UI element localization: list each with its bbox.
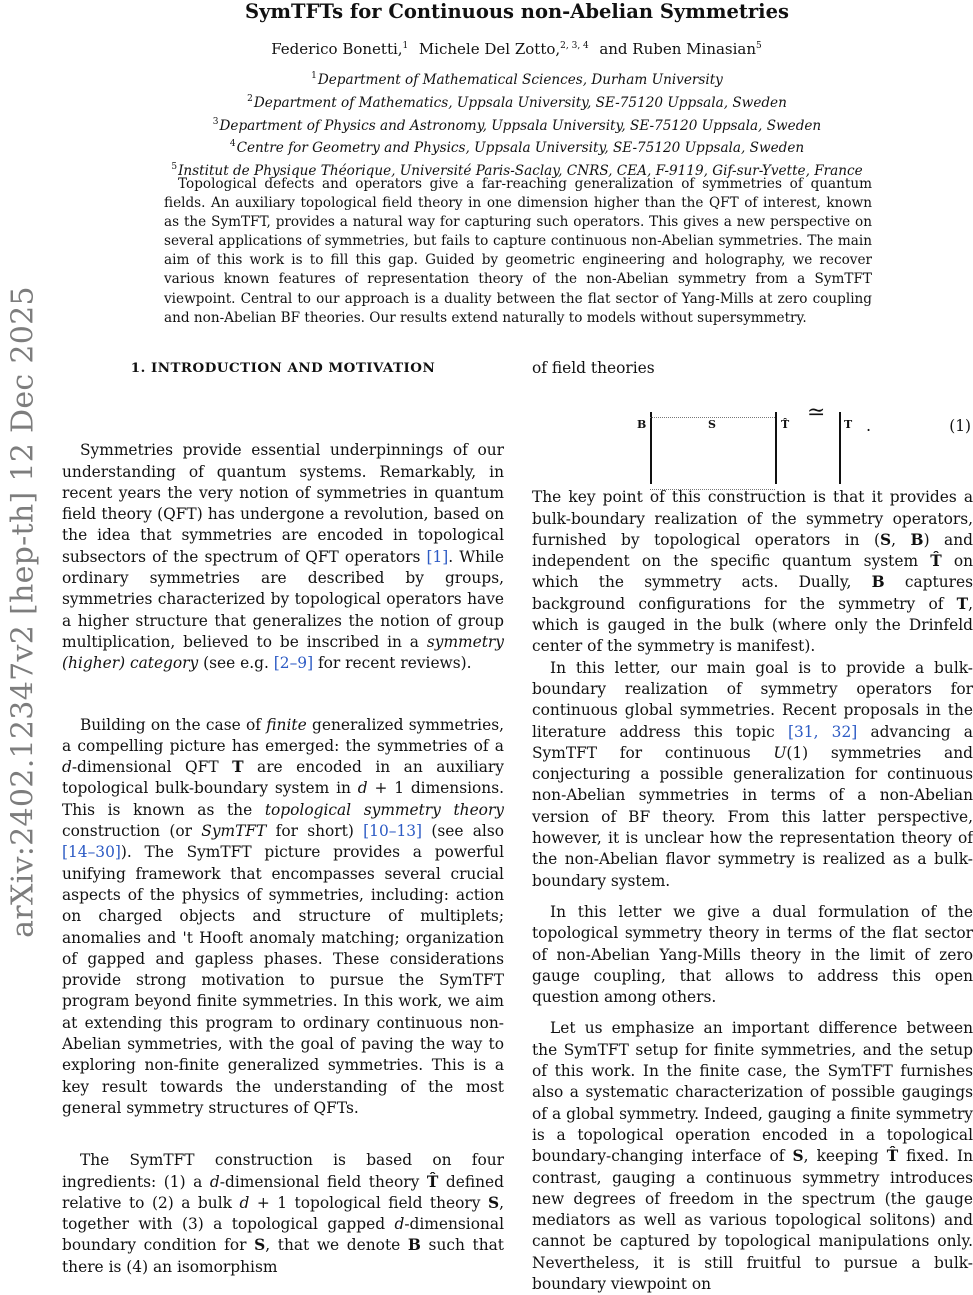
paragraph-dual-formulation: In this letter we give a dual formulation of the topological symmetry theory in terms of the flat sector of non-Abelian Yang-Mills theory in the limit of zero gauge coupling, that allows to address this open question among others. xyxy=(532,902,973,1007)
section-heading: 1. INTRODUCTION AND MOTIVATION xyxy=(130,360,436,376)
author: and Ruben Minasian$^5$ xyxy=(599,40,762,58)
citation-link[interactable]: [2–9] xyxy=(273,654,314,673)
citation-link[interactable]: [31, 32] xyxy=(787,722,858,741)
isomorphism-symbol: ≃ xyxy=(807,400,826,426)
left-column xyxy=(62,358,504,1278)
right-column xyxy=(532,358,973,1295)
equation-number: (1) xyxy=(949,417,971,436)
paragraph-difference: Let us emphasize an important difference between the SymTFT setup for finite symmetries, and the setup of this work. In the finite case, the SymTFT furnishes also a systematic characterization of possible gaugings of a global symmetry. Indeed, gauging a finite symmetry is a topological operation encoded in a topological boundary-changing interface of S, keeping T̂ fixed. In contrast, gauging a continuous symmetry introduces new degrees of freedom in the spectrum (the gauge mediators as well as various topological solitons) and cannot be captured by topological manipulations only. Nevertheless, it is still fruitful to pursue a bulk-boundary viewpoint on xyxy=(532,1019,973,1293)
equation-label-t: T xyxy=(844,418,853,432)
paper-title: SymTFTs for Continuous non-Abelian Symmetries xyxy=(245,0,789,23)
dotted-edge-bottom xyxy=(650,489,775,490)
abstract xyxy=(164,175,872,328)
arxiv-sidebar-stamp xyxy=(0,286,53,938)
affiliation: $^3$Department of Physics and Astronomy, Uppsala University, SE-75120 Uppsala, Sweden xyxy=(212,116,822,134)
affiliation: $^1$Department of Mathematical Sciences, Durham University xyxy=(311,71,723,88)
author-list xyxy=(0,40,973,58)
equation-period: . xyxy=(866,416,872,436)
affiliation: $^2$Department of Mathematics, Uppsala University, SE-75120 Uppsala, Sweden xyxy=(247,93,787,111)
arxiv-identifier: arXiv:2402.12347v2 [hep-th] 12 Dec 2025 xyxy=(5,286,41,938)
author: Michele Del Zotto,$^{2, 3, 4}$ xyxy=(418,40,589,58)
equation-label-s: S xyxy=(708,418,716,432)
affiliation: $^4$Centre for Geometry and Physics, Uppsala University, SE-75120 Uppsala, Sweden xyxy=(229,139,805,157)
equation-label-t-hat: T̂ xyxy=(781,418,790,432)
boundary-line-left xyxy=(650,412,652,484)
paragraph-intro: Symmetries provide essential underpinnings of our understanding of quantum systems. Remarkably, in recent years the very notion of symmetries in quantum field theory (QFT) has undergone a revolution, based on the idea that symmetries are encoded in topological subsectors of the spectrum of QFT operators [1]. While ordinary symmetries are described by groups, symmetries characterized by topological operators have a higher structure that generalizes the notion of group multiplication, believed to be inscribed in a symmetry (higher) category (see e.g. [2–9] for recent reviews). xyxy=(62,441,504,673)
equation-label-b: B xyxy=(637,418,647,432)
author: Federico Bonetti,$^1$ xyxy=(271,40,409,58)
citation-link[interactable]: [14–30] xyxy=(62,843,121,862)
equation-1 xyxy=(532,379,973,487)
boundary-line-right xyxy=(775,412,777,484)
affiliation: $^5$Institut de Physique Théorique, Université Paris-Saclay, CNRS, CEA, F-9119, Gif-sur-Yvette, France xyxy=(171,162,863,180)
paragraph-finite-symmetries: Building on the case of finite generalized symmetries, a compelling picture has emerged: the symmetries of a d-dimensional QFT T are encoded in an auxiliary topological bulk-boundary system in d + 1 dimensions. This is known as the topological symmetry theory construction (or SymTFT for short) [10–13] (see also [14–30]). The SymTFT picture provides a powerful unifying framework that encompasses several crucial aspects of the physics of symmetries, including: action on charged objects and structure of multiplets; anomalies and 't Hooft anomaly matching; organization of gapped and gapless phases. These considerations provide strong motivation to pursue the SymTFT program beyond finite symmetries. In this work, we aim at extending this program to ordinary continuous non-Abelian symmetries, with the goal of paving the way to exploring non-finite generalized symmetries. This is a key result towards the understanding of the most general symmetry structures of QFTs. xyxy=(62,715,505,1117)
paragraph-ingredients: The SymTFT construction is based on four ingredients: (1) a d-dimensional field theory T̂ defined relative to (2) a bulk d + 1 topological field theory S, together with (3) a topological gapped d-dimensional boundary condition for S, that we denote B such that there is (4) an isomorphism xyxy=(62,1151,504,1276)
boundary-line-result xyxy=(839,412,841,484)
affiliation-list xyxy=(0,67,973,181)
paragraph-main-goal: In this letter, our main goal is to provide a bulk-boundary realization of symmetry operators for continuous global symmetries. Recent proposals in the literature address this topic [31, 32] advancing a SymTFT for continuous U(1) symmetries and conjecturing a possible generalization for continuous non-Abelian symmetries in terms of a non-Abelian version of BF theory. From this latter perspective, however, it is unclear how the representation theory of the non-Abelian flavor symmetry is realized as a bulk-boundary system. xyxy=(532,658,973,890)
paragraph-key-point: The key point of this construction is that it provides a bulk-boundary realization of the symmetry operators, furnished by topological operators in (S, B) and independent on the specific quantum system T̂ on which the symmetry acts. Dually, B captures background configurations for the symmetry of T, which is gauged in the bulk (where only the Drinfeld center of the symmetry is manifest). xyxy=(532,488,973,656)
citation-link[interactable]: [10–13] xyxy=(363,822,423,841)
paragraph-continuation: of field theories xyxy=(532,359,655,377)
abstract-text: Topological defects and operators give a far-reaching generalization of symmetries of quantum fields. An auxiliary topological field theory in one dimension higher than the QFT of interest, known as the SymTFT, provides a natural way for capturing such operators. This gives a new perspective on several applications of symmetries, but fails to capture continuous non-Abelian symmetries. The main aim of this work is to fill this gap. Guided by geometric engineering and holography, we recover various known features of representation theory of the non-Abelian symmetry from a SymTFT viewpoint. Central to our approach is a duality between the flat sector of Yang-Mills at zero coupling and non-Abelian BF theories. Our results extend naturally to models without supersymmetry. xyxy=(164,176,872,326)
citation-link[interactable]: [1] xyxy=(426,547,449,566)
